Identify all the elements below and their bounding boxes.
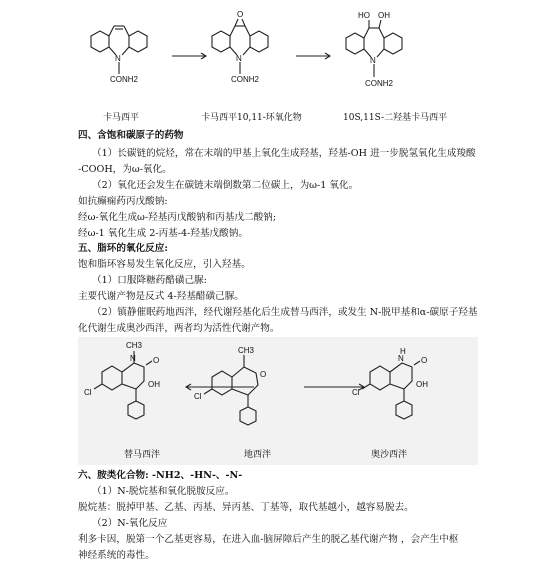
atom-n: N — [370, 56, 376, 65]
diol-structure — [346, 20, 402, 77]
carbamazepine-metabolism-figure — [0, 0, 554, 122]
paragraph-line: （2）氧化还会发生在碳链末端倒数第二位碳上，为ω-1 氧化。 — [92, 180, 359, 191]
section-heading: 四、含饱和碳原子的药物 — [78, 130, 184, 141]
paragraph-line: 经ω-1 氧化生成 2-丙基-4-羟基戊酸钠。 — [78, 228, 248, 239]
paragraph-line: （2）N-氧化反应 — [92, 518, 168, 529]
reaction-arrow — [172, 53, 206, 59]
atom-oh: OH — [416, 380, 428, 389]
section-heading: 六、胺类化合物: -NH2、-HN-、-N- — [78, 470, 243, 481]
paragraph-line: 利多卡因，脱第一个乙基更容易，在进入血-脑屏障后产生的脱乙基代谢产物 ，会产生中枢 — [78, 534, 459, 545]
caption-diol: 10S,11S-二羟基卡马西平 — [343, 113, 448, 123]
atom-n: N — [236, 54, 242, 63]
atom-ch3: CH3 — [126, 341, 143, 350]
atom-oh: OH — [378, 11, 390, 20]
atom-n: N — [398, 354, 404, 363]
atom-conh2: CONH2 — [110, 75, 139, 84]
paragraph-line: （1）口服降糖药醋磺己脲: — [92, 275, 207, 286]
paragraph-line: （1）N-脱烷基和氧化脱胺反应。 — [92, 486, 235, 497]
section-heading: 五、脂环的氧化反应: — [78, 243, 168, 254]
atom-n: N — [115, 54, 121, 63]
diazepam-structure — [204, 355, 258, 425]
diazepam-metabolism-figure — [78, 337, 478, 465]
paragraph-line: 如抗癫痫药丙戊酸钠: — [78, 196, 168, 207]
paragraph-line: 脱烷基：脱掉甲基、乙基、丙基、异丙基、丁基等，取代基越小，越容易脱去。 — [78, 502, 414, 513]
atom-conh2: CONH2 — [231, 75, 260, 84]
atom-o: O — [153, 356, 160, 365]
reaction-arrow — [296, 53, 330, 59]
atom-conh2: CONH2 — [365, 79, 394, 88]
atom-o: O — [237, 10, 244, 19]
atom-h: H — [400, 347, 406, 356]
atom-n: N — [130, 354, 136, 363]
oxazepam-structure — [362, 361, 420, 419]
temazepam-structure — [94, 351, 152, 419]
caption-oxazepam: 奥沙西泮 — [371, 450, 408, 460]
atom-cl: Cl — [194, 392, 202, 401]
atom-cl: Cl — [352, 388, 360, 397]
atom-o: O — [260, 370, 267, 379]
caption-carbamazepine: 卡马西平 — [103, 113, 140, 123]
atom-ho: HO — [358, 11, 370, 20]
paragraph-line: -COOH，为ω-氧化。 — [78, 164, 172, 175]
atom-ch3: CH3 — [238, 346, 255, 355]
paragraph-line: （2）镇静催眠药地西泮，经代谢羟基化后生成替马西泮，或发生 N-脱甲基和α-碳原子羟基 — [92, 307, 478, 318]
paragraph-line: 主要代谢产物是反式 4-羟基醋磺己脲。 — [78, 291, 244, 302]
atom-oh: OH — [148, 380, 160, 389]
paragraph-line: 饱和脂环容易发生氧化反应，引入羟基。 — [78, 259, 251, 270]
carbamazepine-structure — [91, 26, 147, 74]
paragraph-line: 化代谢生成奥沙西泮，两者均为活性代谢产物。 — [78, 323, 280, 334]
atom-cl: Cl — [84, 388, 92, 397]
paragraph-line: 神经系统的毒性。 — [78, 550, 155, 561]
atom-o: O — [421, 356, 428, 365]
caption-diazepam: 地西泮 — [244, 450, 272, 460]
paragraph-line: （1）长碳链的烷烃，常在末端的甲基上氧化生成羟基，羟基-OH 进一步脱氢氧化生成羧酸 — [92, 148, 476, 159]
caption-temazepam: 替马西泮 — [124, 450, 161, 460]
paragraph-line: 经ω-氧化生成ω-羟基丙戊酸钠和丙基戊二酸钠; — [78, 212, 277, 223]
epoxide-structure — [212, 19, 268, 74]
caption-epoxide: 卡马西平10,11-环氧化物 — [201, 113, 302, 123]
